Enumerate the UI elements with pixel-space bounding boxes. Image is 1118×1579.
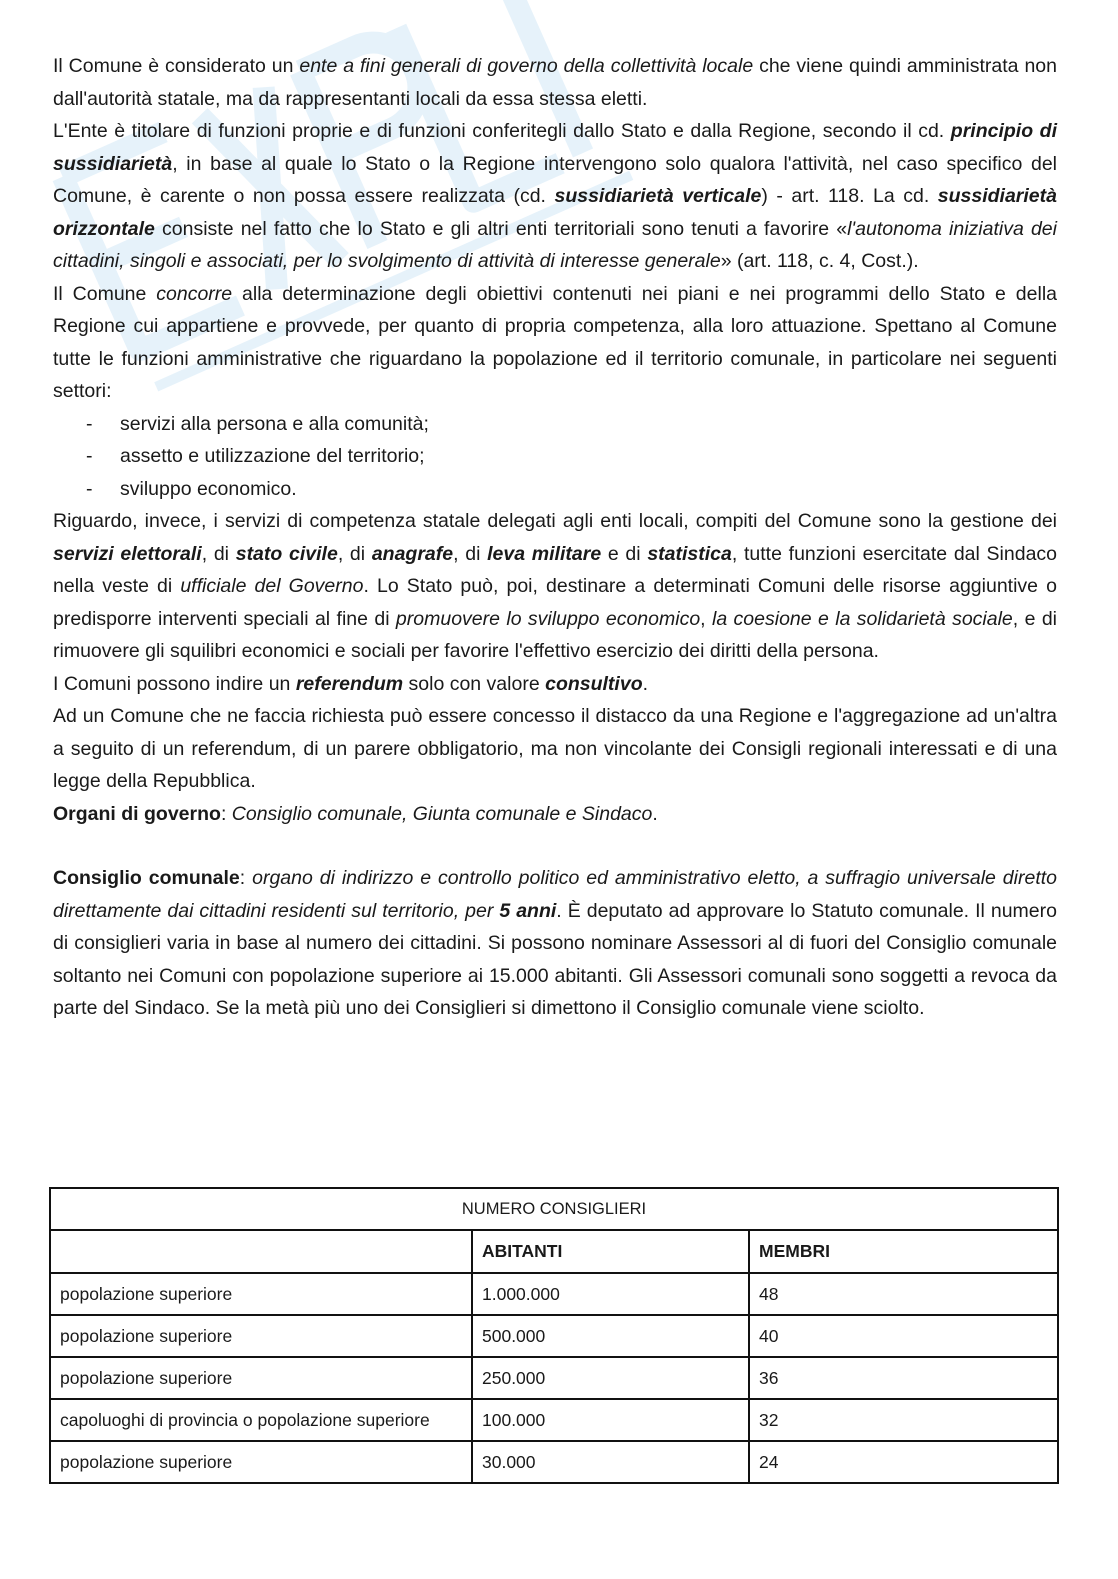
text-run: consultivo (545, 672, 643, 695)
row-membri: 24 (749, 1441, 1058, 1483)
text-run: , di (201, 542, 236, 565)
text-run: referendum (295, 672, 404, 695)
table-row (50, 1399, 1058, 1441)
paragraph (53, 798, 1057, 831)
text-run: ente a fini generali di governo della collettività locale (299, 55, 754, 77)
text-run: sussidiarietà orizzontale (53, 185, 1057, 240)
row-description: popolazione superiore (50, 1273, 472, 1315)
row-abitanti: 1.000.000 (472, 1273, 749, 1315)
table-row (50, 1357, 1058, 1399)
list-item (53, 440, 1057, 473)
row-membri: 36 (749, 1357, 1058, 1399)
text-run: l'autonoma iniziativa dei cittadini, singoli e associati, per lo svolgimento di attività di interesse generale (53, 217, 1057, 272)
row-abitanti: 100.000 (472, 1399, 749, 1441)
dash-bullet: - (86, 445, 93, 467)
row-abitanti: 250.000 (472, 1357, 749, 1399)
consiglio-comunale-paragraph (53, 862, 1057, 1025)
paragraph (53, 115, 1057, 278)
text-run: . È deputato ad approvare lo Statuto comunale. Il numero di consiglieri varia in base al numero dei cittadini. Si possono nominare Assessori al di fuori del Consiglio comunale soltanto nei Comuni con popolazione superiore ai 15.000 abitanti. Gli Assessori comunali sono soggetti a revoca da parte del Sindaco. Se la metà più uno dei Consiglieri si dimettono il Consiglio comunale viene sciolto. (53, 899, 1057, 1019)
document-body (53, 50, 1057, 1025)
text-run: : (239, 867, 253, 889)
text-run: . Lo Stato può, poi, destinare a determinati Comuni delle risorse aggiuntive o predisporre interventi speciali al fine di (53, 575, 1057, 630)
header-abitanti: ABITANTI (472, 1230, 749, 1273)
text-run: » (art. 118, c. 4, Cost.). (720, 250, 919, 272)
paragraph (53, 700, 1057, 798)
paragraph (53, 278, 1057, 408)
table-row (50, 1441, 1058, 1483)
row-description: popolazione superiore (50, 1357, 472, 1399)
text-run: , di (453, 542, 488, 565)
consiglieri-table (49, 1187, 1059, 1484)
text-run: sussidiarietà verticale (554, 185, 762, 207)
header-membri: MEMBRI (749, 1230, 1058, 1273)
text-run: Il Comune è considerato un (53, 55, 300, 77)
text-run: , (700, 607, 712, 630)
row-description: capoluoghi di provincia o popolazione superiore (50, 1399, 472, 1441)
text-run: stato civile (235, 542, 338, 565)
sectors-list (53, 408, 1057, 506)
row-abitanti: 500.000 (472, 1315, 749, 1357)
text-run: , tutte funzioni esercitate dal Sindaco nella veste di (53, 542, 1058, 597)
text-run: principio di sussidiarietà (53, 120, 1057, 175)
text-run: Consiglio comunale (53, 867, 240, 889)
text-run: Organi di governo (53, 802, 221, 825)
row-abitanti: 30.000 (472, 1441, 749, 1483)
text-run: ufficiale del Governo (180, 575, 364, 597)
dash-bullet: - (86, 477, 93, 500)
text-run: consiste nel fatto che lo Stato e gli altri enti territoriali sono tenuti a favorire « (154, 217, 848, 240)
row-description: popolazione superiore (50, 1441, 472, 1483)
text-run: , e di rimuovere gli squilibri economici e sociali per favorire l'effettivo esercizio dei diritti della persona. (53, 607, 1057, 662)
row-membri: 32 (749, 1399, 1058, 1441)
text-run: . (652, 802, 658, 825)
row-membri: 48 (749, 1273, 1058, 1315)
row-description: popolazione superiore (50, 1315, 472, 1357)
paragraph (53, 50, 1057, 115)
dash-bullet: - (86, 412, 93, 435)
list-item (53, 473, 1057, 506)
sector-label: sviluppo economico. (120, 477, 297, 500)
text-run: Il Comune (53, 282, 157, 305)
row-membri: 40 (749, 1315, 1058, 1357)
intro-paragraphs (53, 50, 1057, 408)
text-run: e di (601, 542, 648, 565)
text-run: L'Ente è titolare di funzioni proprie e di funzioni conferitegli dallo Stato e dalla Regione, secondo il cd. (53, 120, 951, 142)
services-paragraphs (53, 505, 1057, 830)
text-run: la coesione e la solidarietà sociale (711, 607, 1013, 630)
text-run: , di (337, 542, 372, 565)
paragraph (53, 668, 1057, 701)
text-run: organo di indirizzo e controllo politico ed amministrativo eletto, a suffragio universale diretto direttamente dai cittadini residenti sul territorio, per (53, 867, 1058, 922)
text-run: servizi elettorali (53, 542, 202, 565)
paragraph (53, 505, 1057, 668)
text-run: anagrafe (371, 542, 454, 565)
text-run: Consiglio comunale, Giunta comunale e Sindaco (231, 802, 653, 825)
header-empty (50, 1230, 472, 1273)
text-run: promuovere lo sviluppo economico (395, 607, 701, 630)
text-run: : (220, 802, 232, 825)
text-run: concorre (156, 282, 233, 305)
text-run: Riguardo, invece, i servizi di competenza statale delegati agli enti locali, compiti del Comune sono la gestione dei (53, 510, 1057, 532)
text-run: , in base al quale lo Stato o la Regione intervengono solo qualora l'attività, nel caso specifico del Comune, è carente o non possa essere realizzata (cd. (53, 152, 1057, 207)
table-row (50, 1315, 1058, 1357)
text-run: I Comuni possono indire un (53, 672, 296, 695)
table-title: NUMERO CONSIGLIERI (50, 1188, 1058, 1230)
text-run: solo con valore (403, 672, 546, 695)
consiglieri-table-wrap (49, 1187, 1059, 1484)
text-run: 5 anni (499, 899, 557, 922)
text-run: ) - art. 118. La cd. (761, 185, 938, 207)
text-run: che viene quindi amministrata non dall'autorità statale, ma da rappresentanti locali da essa stessa eletti. (53, 55, 1057, 110)
table-header-row (50, 1230, 1058, 1273)
text-run: Ad un Comune che ne faccia richiesta può essere concesso il distacco da una Regione e l'aggregazione ad un'altra a seguito di un referendum, di un parere obbligatorio, ma non vincolante dei Consigli regionali interessati e di una legge della Repubblica. (53, 705, 1057, 792)
table-title-row (50, 1188, 1058, 1230)
list-item (53, 408, 1057, 441)
text-run: statistica (647, 542, 732, 565)
sector-label: servizi alla persona e alla comunità; (120, 412, 429, 435)
sector-label: assetto e utilizzazione del territorio; (120, 445, 425, 467)
table-row (50, 1273, 1058, 1315)
text-run: . (642, 672, 649, 695)
text-run: alla determinazione degli obiettivi contenuti nei piani e nei programmi dello Stato e della Regione cui appartiene e provvede, per quanto di propria competenza, alla loro attuazione. Spettano al Comune tutte le funzioni amministrative che riguardano la popolazione ed il territorio comunale, in particolare nei seguenti settori: (53, 282, 1057, 402)
text-run: leva militare (487, 542, 602, 565)
